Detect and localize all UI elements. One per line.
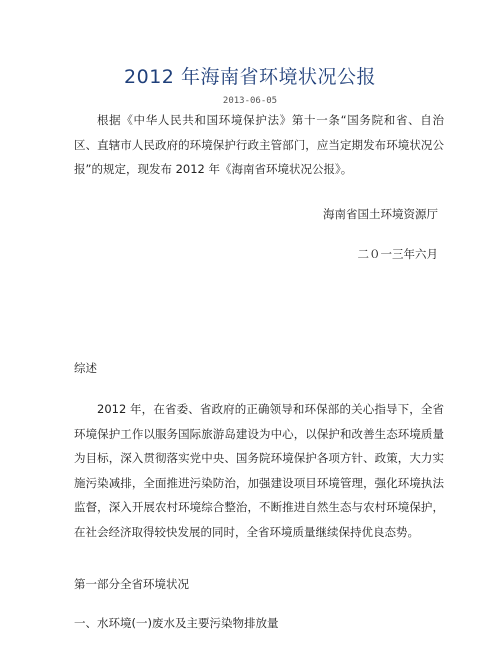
signature-organization: 海南省国土环境资源厅 — [323, 207, 438, 221]
signature-date: 二０一三年六月 — [357, 247, 438, 261]
water-environment-heading: 一、水环境(一)废水及主要污染物排放量 — [74, 616, 279, 630]
summary-paragraph: 2012 年，在省委、省政府的正确领导和环保部的关心指导下，全省环境保护工作以服务国际旅游岛建设为中心，以保护和改善生态环境质量为目标，深入贯彻落实党中央、国务院环境保护各项方针、政策，大力实施污染减排，全面推进污染防治，加强建设项目环境管理，强化环境执法监督，深入开展农村环境综合整治，不断推进自然生态与农村环境保护，在社会经济取得较快发展的同时，全省环境质量继续保持优良态势。 — [74, 402, 444, 539]
part1-heading: 第一部分全省环境状况 — [74, 577, 189, 591]
intro-paragraph: 根据《中华人民共和国环境保护法》第十一条“国务院和省、自治区、直辖市人民政府的环境保护行政主管部门，应当定期发布环境状况公报”的规定，现发布 2012 年《海南省环境状况公报》。 — [74, 113, 444, 176]
document-title: 2012 年海南省环境状况公报 — [124, 66, 376, 88]
publish-date: 2013-06-05 — [222, 96, 278, 106]
summary-heading: 综述 — [74, 361, 97, 375]
